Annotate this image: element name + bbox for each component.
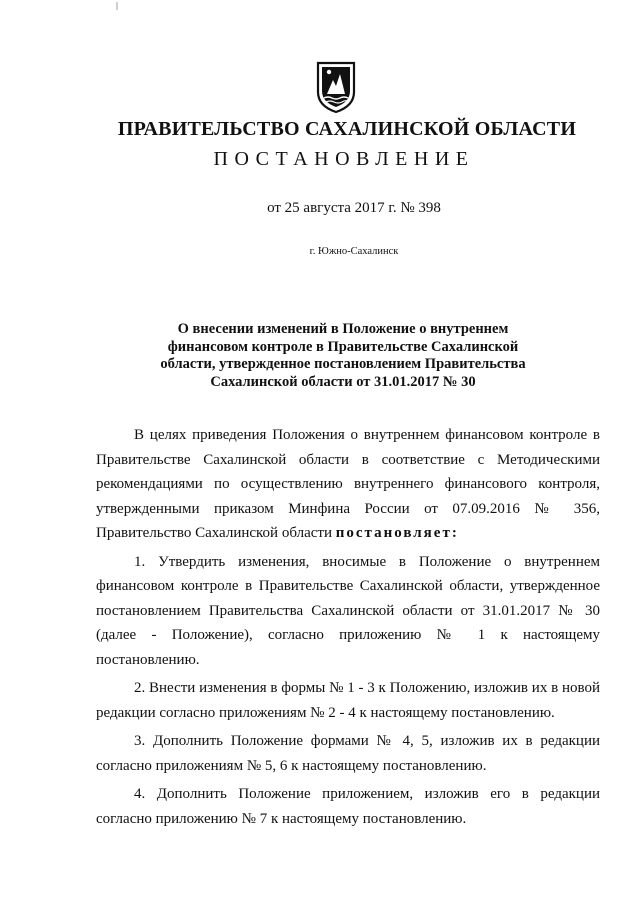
date-and-number: от 25 августа 2017 г. № 398 — [267, 200, 441, 216]
resolves-word: постановляет: — [335, 525, 459, 541]
city: г. Южно-Сахалинск — [309, 246, 399, 257]
preamble-text: В целях приведения Положения о внутреннем финансовом контроле в Правительстве Сахалинской области в соответствие с Методическими рекомендациями по осуществлению внутреннего финансового контроля, утвержденными приказом Минфина России от 07.09.2016 № 356, Правительство Сахалинской области — [96, 427, 600, 541]
government-name: ПРАВИТЕЛЬСТВО САХАЛИНСКОЙ ОБЛАСТИ — [117, 118, 577, 140]
document-type: ПОСТАНОВЛЕНИЕ — [213, 148, 475, 170]
list-item: 2. Внести изменения в формы № 1 - 3 к Положению, изложив их в новой редакции согласно приложениям № 2 - 4 к настоящему постановлению. — [96, 680, 600, 721]
coat-of-arms-icon — [315, 60, 357, 114]
list-item: 4. Дополнить Положение приложением, изложив его в редакции согласно приложению № 7 к настоящему постановлению. — [96, 786, 600, 827]
document-body — [96, 423, 600, 835]
list-item: 3. Дополнить Положение формами № 4, 5, изложив их в редакции согласно приложениям № 5, 6 к настоящему постановлению. — [96, 733, 600, 774]
scan-mark — [116, 2, 118, 10]
list-item: 1. Утвердить изменения, вносимые в Положение о внутреннем финансовом контроле в Правительстве Сахалинской области, утвержденное постановлением Правительства Сахалинской области от 31.01.2017 № 30 (далее - Положение), согласно приложению № 1 к настоящему постановлению. — [96, 553, 600, 668]
document-subject: О внесении изменений в Положение о внутреннем финансовом контроле в Правительстве Сахалинской области, утвержденное постановлением Правительства Сахалинской области от 31.01.2017 № 30 — [160, 321, 526, 390]
preamble-paragraph — [96, 423, 600, 546]
